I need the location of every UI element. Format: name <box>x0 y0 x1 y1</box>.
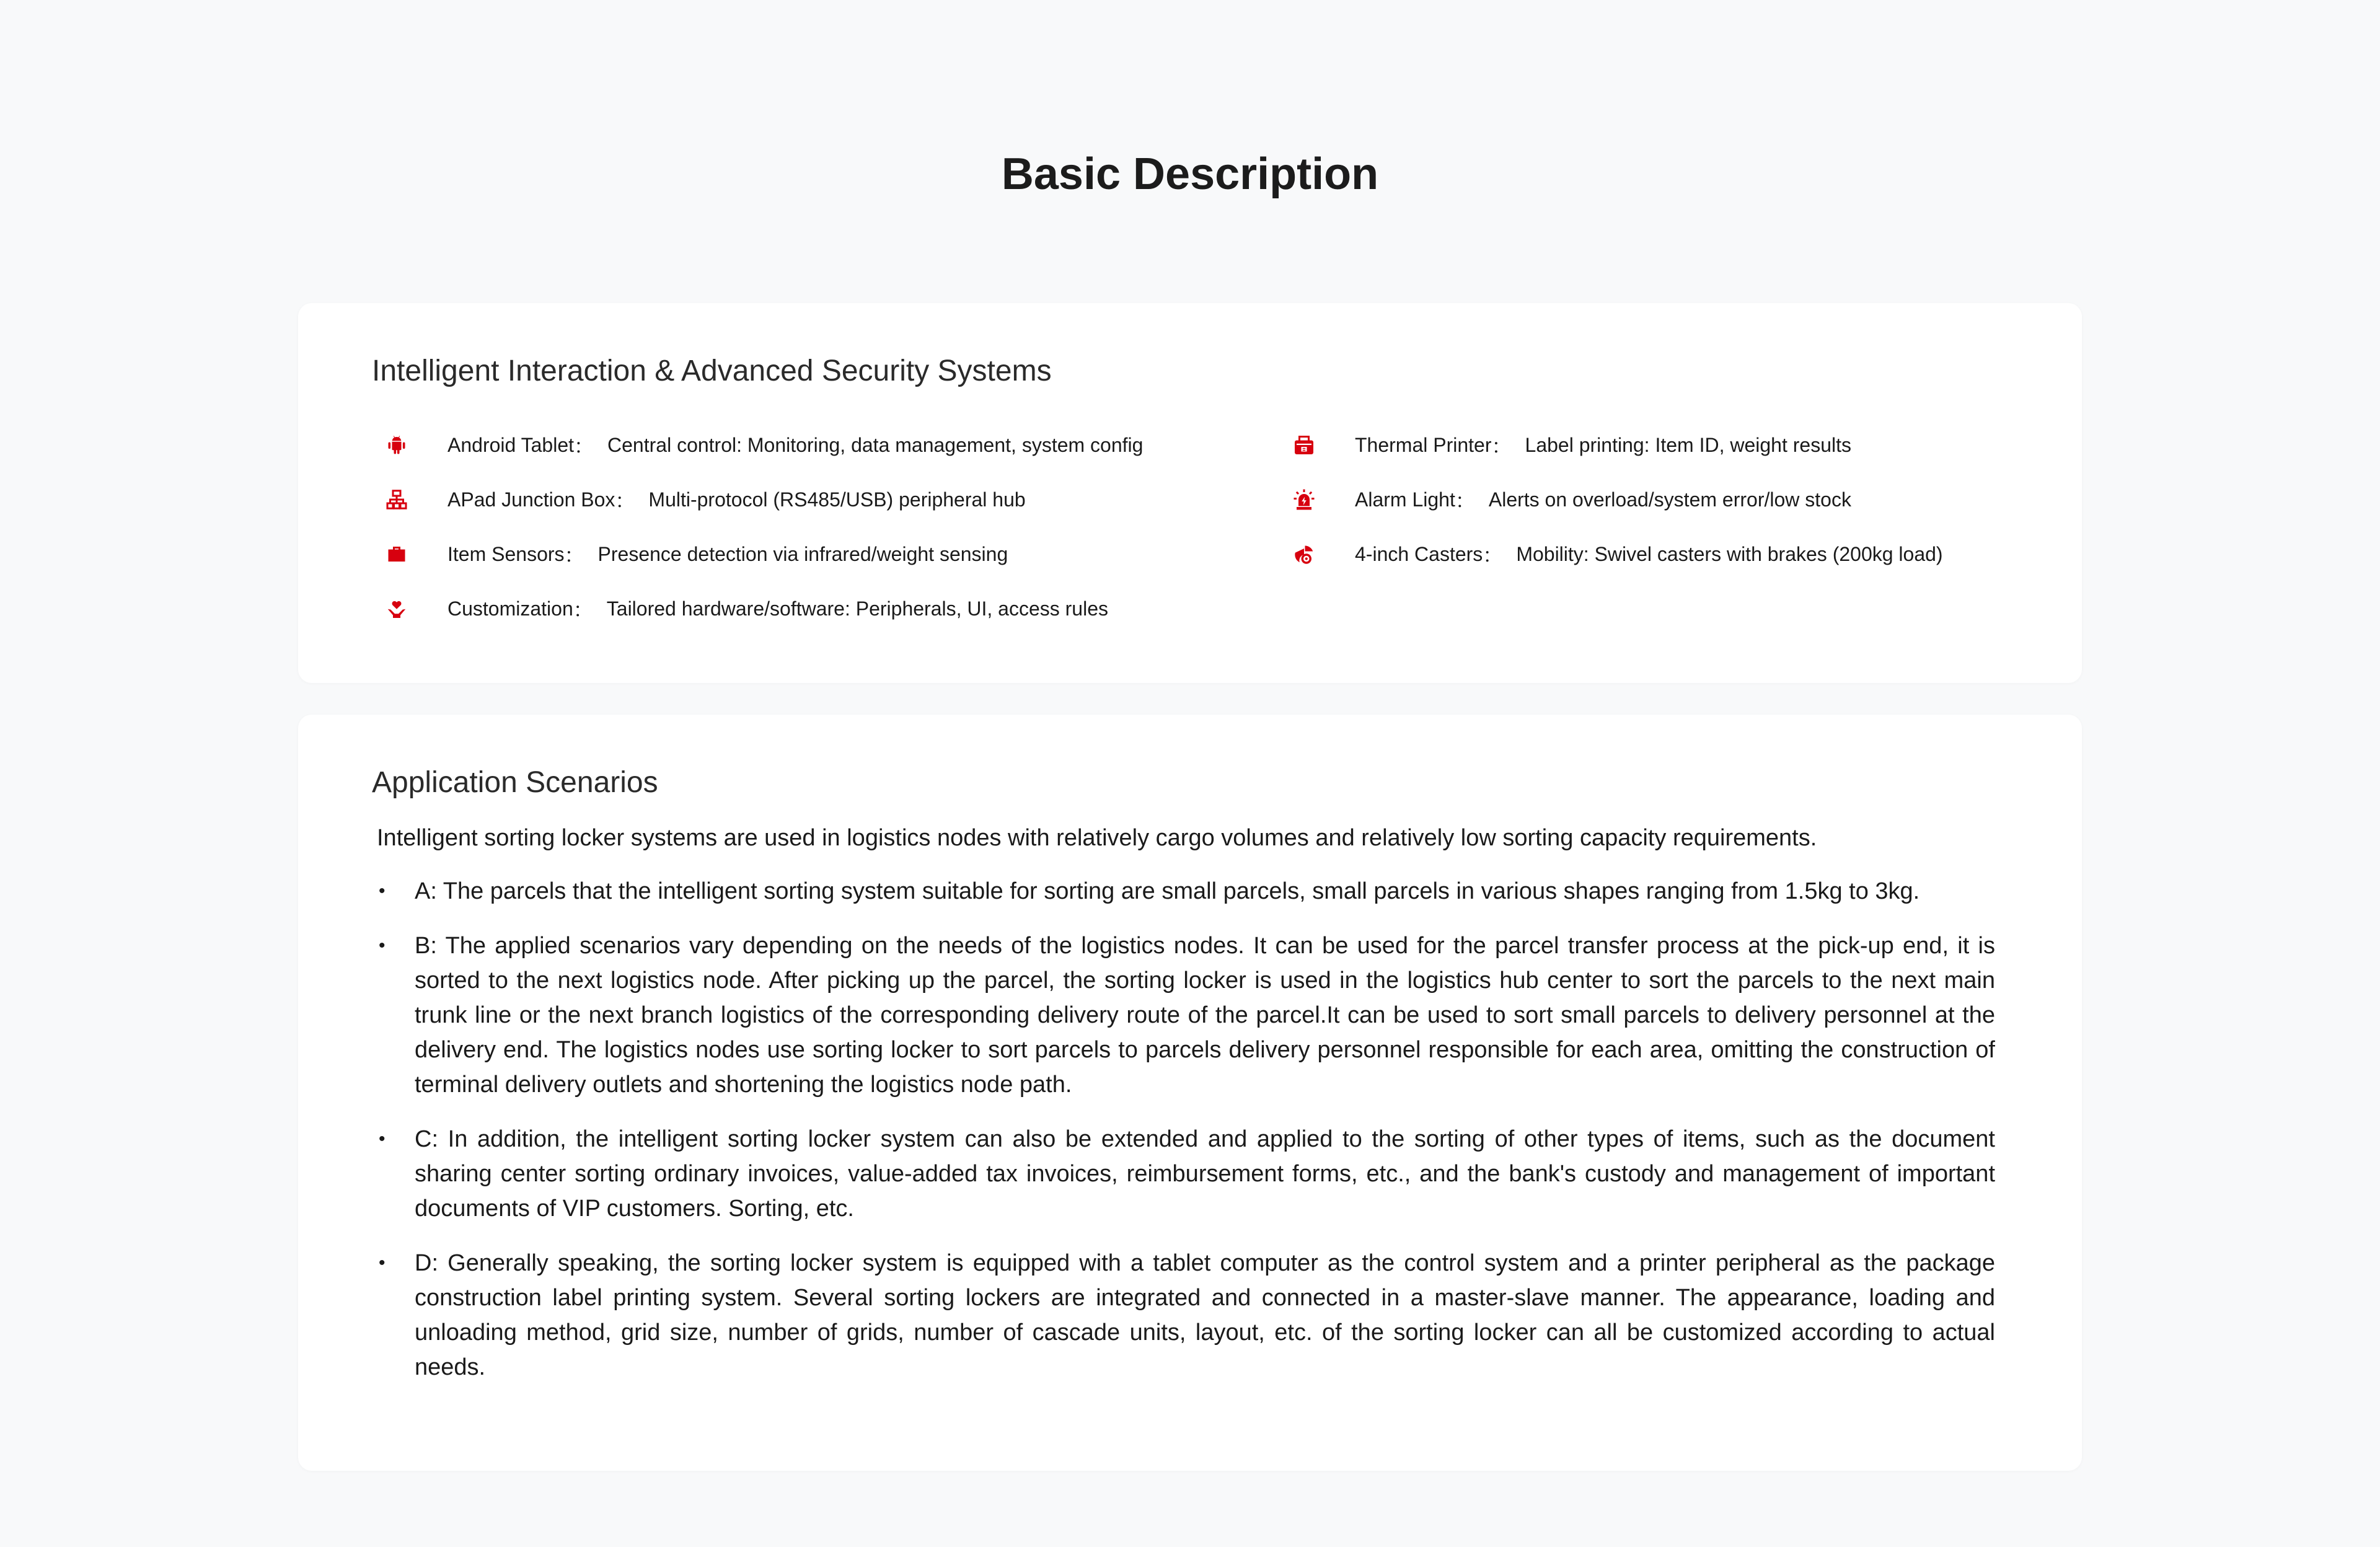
feature-label: Alarm Light <box>1355 488 1455 511</box>
feature-separator: ： <box>1491 435 1512 457</box>
feature-item-customization <box>384 590 1108 627</box>
feature-separator: ： <box>1455 490 1475 512</box>
scenario-item-b <box>379 928 1995 1102</box>
bullet: • <box>379 1129 386 1149</box>
feature-separator: ： <box>574 435 594 457</box>
feature-item-apad-junction-box <box>384 481 1026 518</box>
feature-item-thermal-printer <box>1292 426 1851 464</box>
feature-label: Customization <box>447 597 573 620</box>
alarm-light-icon <box>1292 487 1316 512</box>
feature-label: 4-inch Casters <box>1355 542 1483 565</box>
scenario-item-d <box>379 1246 1995 1385</box>
scenario-text: C: In addition, the intelligent sorting locker system can also be extended and applied to the sorting of other types of items, such as the document sharing center sorting ordinary invoices, value-added tax invoices, reimbursement forms, etc., and the bank's custody and management of important documents of VIP customers. Sorting, etc. <box>415 1126 1995 1222</box>
feature-description: Central control: Monitoring, data management, system config <box>607 433 1144 456</box>
bullet: • <box>379 935 386 956</box>
feature-item-alarm-light <box>1292 481 1851 518</box>
scenario-text: A: The parcels that the intelligent sorting system suitable for sorting are small parcels, small parcels in various shapes ranging from 1.5kg to 3kg. <box>415 878 1920 904</box>
android-icon <box>384 433 409 457</box>
features-card-title: Intelligent Interaction & Advanced Security Systems <box>372 355 1052 387</box>
scenario-item-a <box>379 874 1995 909</box>
feature-description: Multi-protocol (RS485/USB) peripheral hub <box>648 488 1026 511</box>
feature-separator: ： <box>1483 544 1503 566</box>
feature-description: Mobility: Swivel casters with brakes (200kg load) <box>1516 542 1943 565</box>
scenario-text: D: Generally speaking, the sorting locker system is equipped with a tablet computer as the control system and a printer peripheral as the package construction label printing system. Several sorting lockers are integrated and connected in a master-slave manner. The appearance, loading and unloading method, grid size, number of grids, number of cascade units, layout, etc. of the sorting locker can all be customized according to actual needs. <box>415 1250 1995 1380</box>
feature-label: Thermal Printer <box>1355 433 1492 456</box>
feature-item-item-sensors <box>384 536 1008 573</box>
feature-label: APad Junction Box <box>447 488 615 511</box>
scenarios-card-title: Application Scenarios <box>372 766 658 799</box>
feature-item-android-tablet <box>384 426 1143 464</box>
scenarios-intro: Intelligent sorting locker systems are used in logistics nodes with relatively cargo volumes and relatively low sorting capacity requirements. <box>377 825 1817 851</box>
bullet: • <box>379 881 386 901</box>
feature-label: Item Sensors <box>447 542 565 565</box>
scenario-item-c <box>379 1122 1995 1226</box>
feature-description: Presence detection via infrared/weight sensing <box>597 542 1008 565</box>
printer-icon <box>1292 433 1316 457</box>
feature-separator: ： <box>573 599 593 621</box>
feature-label: Android Tablet <box>447 433 574 456</box>
feature-description: Alerts on overload/system error/low stock <box>1488 488 1851 511</box>
hand-heart-icon <box>384 596 409 621</box>
feature-separator: ： <box>615 490 635 512</box>
feature-description: Tailored hardware/software: Peripherals, UI, access rules <box>606 597 1108 620</box>
feature-description: Label printing: Item ID, weight results <box>1525 433 1851 456</box>
scenario-list <box>379 874 1995 1404</box>
feature-item-casters <box>1292 536 1943 573</box>
bullet: • <box>379 1253 386 1273</box>
scenario-text: B: The applied scenarios vary depending on the needs of the logistics nodes. It can be used for the parcel transfer process at the pick-up end, it is sorted to the next logistics node. After picking up the parcel, the sorting locker is used in the logistics hub center to sort the parcels to the next main trunk line or the next branch logistics of the corresponding delivery route of the parcel.It can be used to sort small parcels to delivery personnel at the delivery end. The logistics nodes use sorting locker to sort parcels to parcels delivery personnel responsible for each area, omitting the construction of terminal delivery outlets and shortening the logistics node path. <box>415 933 1995 1098</box>
network-hub-icon <box>384 487 409 512</box>
sensor-box-icon <box>384 542 409 566</box>
page-title: Basic Description <box>1001 149 1379 199</box>
scenarios-card <box>298 715 2082 1471</box>
features-card <box>298 303 2082 683</box>
caster-wheel-icon <box>1292 542 1316 566</box>
feature-separator: ： <box>564 544 584 566</box>
